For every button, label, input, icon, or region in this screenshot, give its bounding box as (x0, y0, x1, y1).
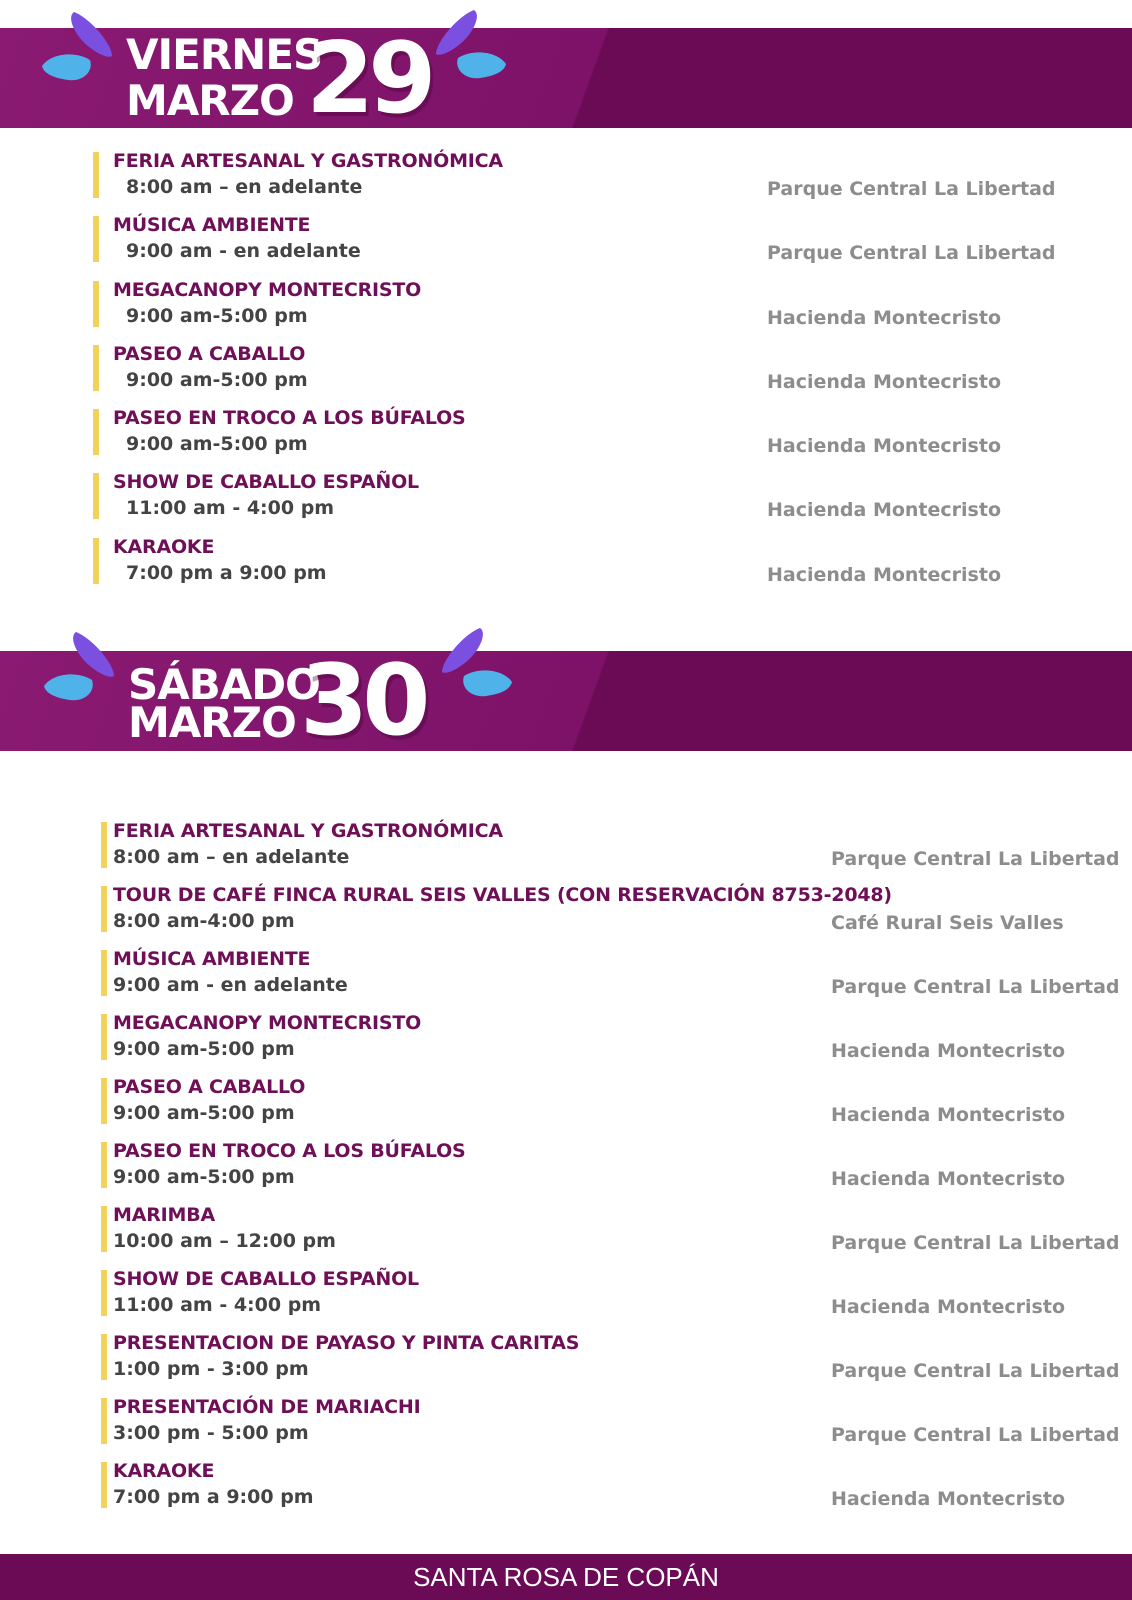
event-place: Parque Central La Libertad (831, 1232, 1120, 1254)
event-row (0, 1012, 1132, 1062)
event-place: Parque Central La Libertad (831, 1360, 1120, 1382)
day-name: VIERNES (126, 30, 323, 79)
event-place: Hacienda Montecristo (767, 307, 1001, 329)
event-row (0, 150, 1132, 200)
accent-bar (101, 950, 107, 996)
event-place: Hacienda Montecristo (831, 1296, 1065, 1318)
event-time: 9:00 am - en adelante (126, 240, 361, 262)
event-title: PASEO A CABALLO (113, 1076, 306, 1098)
event-time: 9:00 am-5:00 pm (126, 433, 308, 455)
day-header-viernes (0, 0, 600, 150)
accent-bar (101, 1398, 107, 1444)
accent-bar (93, 152, 99, 198)
event-time: 3:00 pm - 5:00 pm (113, 1422, 309, 1444)
event-title: PRESENTACION DE PAYASO Y PINTA CARITAS (113, 1332, 580, 1354)
event-title: MEGACANOPY MONTECRISTO (113, 279, 422, 301)
event-time: 7:00 pm a 9:00 pm (126, 562, 327, 584)
event-row (0, 471, 1132, 521)
event-place: Parque Central La Libertad (831, 848, 1120, 870)
accent-bar (101, 1462, 107, 1508)
footer-banner (0, 1554, 1132, 1600)
water-splash-left-icon (38, 8, 118, 88)
event-place: Hacienda Montecristo (767, 499, 1001, 521)
accent-bar (93, 409, 99, 455)
event-place: Hacienda Montecristo (767, 435, 1001, 457)
event-title: MÚSICA AMBIENTE (113, 214, 311, 236)
event-row (0, 820, 1132, 870)
event-title: MÚSICA AMBIENTE (113, 948, 311, 970)
day-header-sabado (0, 620, 600, 770)
water-splash-right-icon (430, 6, 510, 86)
day-number: 30 (300, 644, 425, 758)
event-row (0, 1396, 1132, 1446)
accent-bar (93, 473, 99, 519)
event-row (0, 1140, 1132, 1190)
event-place: Hacienda Montecristo (831, 1168, 1065, 1190)
event-row (0, 1460, 1132, 1510)
event-title: PRESENTACIÓN DE MARIACHI (113, 1396, 421, 1418)
event-time: 9:00 am-5:00 pm (126, 369, 308, 391)
event-time: 9:00 am-5:00 pm (126, 305, 308, 327)
event-row (0, 343, 1132, 393)
event-row (0, 536, 1132, 586)
event-time: 9:00 am-5:00 pm (113, 1038, 295, 1060)
month-name: MARZO (126, 76, 294, 125)
water-splash-right-icon (436, 624, 516, 704)
event-title: SHOW DE CABALLO ESPAÑOL (113, 471, 419, 493)
event-title: SHOW DE CABALLO ESPAÑOL (113, 1268, 419, 1290)
event-title: MARIMBA (113, 1204, 216, 1226)
event-row (0, 279, 1132, 329)
event-time: 11:00 am - 4:00 pm (126, 497, 335, 519)
accent-bar (101, 1142, 107, 1188)
event-place: Hacienda Montecristo (831, 1040, 1065, 1062)
day-number: 29 (306, 22, 431, 136)
event-place: Parque Central La Libertad (831, 976, 1120, 998)
event-place: Hacienda Montecristo (767, 371, 1001, 393)
event-time: 8:00 am – en adelante (126, 176, 363, 198)
event-place: Parque Central La Libertad (831, 1424, 1120, 1446)
event-time: 1:00 pm - 3:00 pm (113, 1358, 309, 1380)
water-splash-left-icon (40, 628, 120, 708)
event-place: Hacienda Montecristo (831, 1104, 1065, 1126)
accent-bar (101, 822, 107, 868)
event-row (0, 1204, 1132, 1254)
accent-bar (101, 1014, 107, 1060)
accent-bar (93, 345, 99, 391)
event-time: 8:00 am-4:00 pm (113, 910, 295, 932)
accent-bar (101, 1334, 107, 1380)
event-time: 8:00 am – en adelante (113, 846, 350, 868)
event-place: Parque Central La Libertad (767, 178, 1056, 200)
accent-bar (101, 1270, 107, 1316)
event-row (0, 1268, 1132, 1318)
event-title: PASEO EN TROCO A LOS BÚFALOS (113, 1140, 466, 1162)
accent-bar (101, 1206, 107, 1252)
event-title: PASEO EN TROCO A LOS BÚFALOS (113, 407, 466, 429)
event-time: 10:00 am – 12:00 pm (113, 1230, 336, 1252)
event-time: 9:00 am-5:00 pm (113, 1102, 295, 1124)
accent-bar (93, 216, 99, 262)
accent-bar (93, 281, 99, 327)
event-title: FERIA ARTESANAL Y GASTRONÓMICA (113, 820, 503, 842)
event-place: Hacienda Montecristo (767, 564, 1001, 586)
month-name: MARZO (128, 698, 296, 747)
event-row (0, 214, 1132, 264)
event-title: MEGACANOPY MONTECRISTO (113, 1012, 422, 1034)
event-row (0, 1332, 1132, 1382)
event-place: Hacienda Montecristo (831, 1488, 1065, 1510)
event-title: TOUR DE CAFÉ FINCA RURAL SEIS VALLES (CON RESERVACIÓN 8753-2048) (113, 884, 892, 906)
event-time: 9:00 am - en adelante (113, 974, 348, 996)
accent-bar (93, 538, 99, 584)
event-row (0, 407, 1132, 457)
accent-bar (101, 1078, 107, 1124)
accent-bar (101, 886, 107, 932)
event-time: 9:00 am-5:00 pm (113, 1166, 295, 1188)
event-title: FERIA ARTESANAL Y GASTRONÓMICA (113, 150, 503, 172)
event-row (0, 884, 1132, 934)
footer-text: SANTA ROSA DE COPÁN (413, 1562, 719, 1592)
event-row (0, 1076, 1132, 1126)
event-row (0, 948, 1132, 998)
event-time: 11:00 am - 4:00 pm (113, 1294, 322, 1316)
event-title: PASEO A CABALLO (113, 343, 306, 365)
event-place: Parque Central La Libertad (767, 242, 1056, 264)
event-time: 7:00 pm a 9:00 pm (113, 1486, 314, 1508)
event-title: KARAOKE (113, 1460, 215, 1482)
event-place: Café Rural Seis Valles (831, 912, 1064, 934)
day-name: SÁBADO (128, 660, 320, 709)
event-title: KARAOKE (113, 536, 215, 558)
